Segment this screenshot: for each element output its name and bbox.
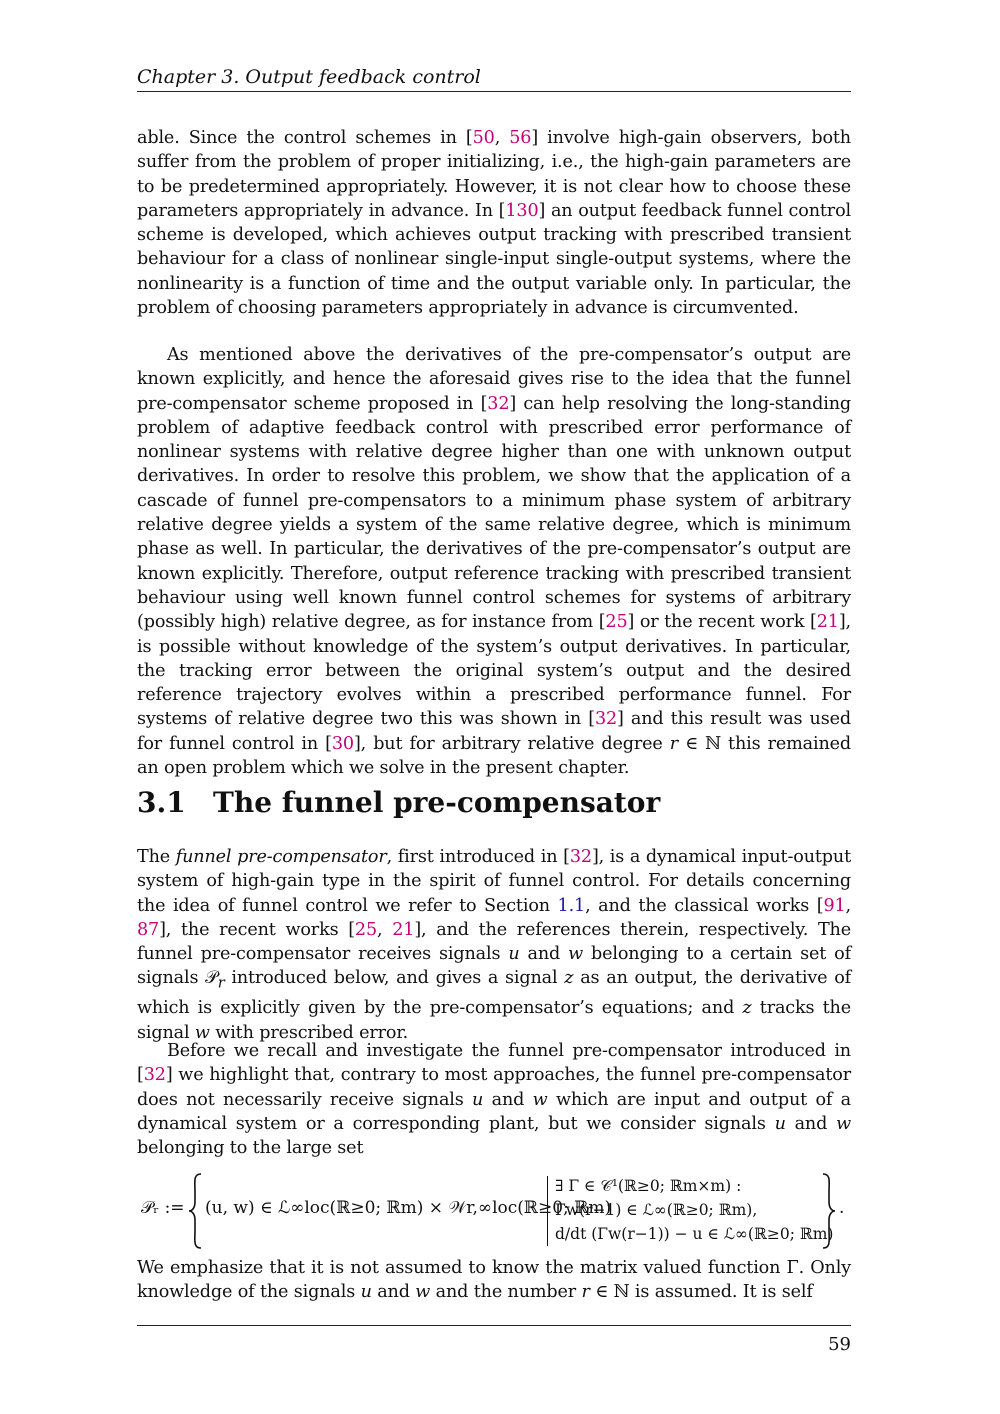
text: ∈ ℕ this remained an open problem which we solve in the present chapter. (137, 733, 852, 779)
text: ] or the recent work [ (627, 612, 817, 633)
math-var: w (836, 1113, 851, 1134)
citation-link[interactable]: 25 (605, 612, 628, 633)
math-var: r (669, 733, 678, 754)
citation-link[interactable]: 32 (487, 393, 510, 414)
text: ], is a dynamical input-output system of high-gain type in the spirit of funnel control. For details concerning the idea of funnel control we refer to Section (137, 847, 852, 916)
header-rule (137, 91, 851, 92)
text: as an output, the derivative of which is explicitly given by the pre-compensator’s equations; and (137, 968, 852, 1019)
text: ], is possible without knowledge of the system’s output derivatives. In particular, the tracking error between the original system’s output and the desired reference trajectory evolves within a prescribed performance funnel. For systems of relative degree two this was shown in [ (137, 612, 851, 730)
math-var: w (415, 1282, 431, 1303)
text: ] and this result was used for funnel control in [ (137, 709, 851, 754)
page (137, 0, 851, 1414)
citation-link[interactable]: 25 (354, 919, 378, 940)
text: with prescribed error. (209, 1022, 409, 1043)
citation-link[interactable]: 32 (569, 847, 592, 867)
math-var: u (508, 944, 520, 965)
formula-set-domain: (u, w) ∈ ℒ∞loc(ℝ≥0; ℝm) × 𝒲r,∞loc(ℝ≥0; ℝm) (205, 1198, 612, 1218)
citation-link[interactable]: 32 (143, 1065, 166, 1086)
left-brace-icon (187, 1172, 203, 1250)
citation-link[interactable]: 30 (331, 733, 354, 754)
text: and (371, 1282, 416, 1303)
math-var: u (472, 1089, 484, 1110)
text: introduced below, and gives a signal (224, 968, 565, 989)
footer-rule (137, 1325, 851, 1326)
text: ] can help resolving the long-standing problem of adaptive feedback control with prescribed error performance of nonlinear systems with relative degree higher than one with unknown output derivatives. In order to resolve this problem, we show that the application of a cascade of funnel pre-compensators to a minimum phase system of arbitrary relative degree yields a system of the same relative degree, which is minimum phase as well. In particular, the derivatives of the pre-compensator’s output are known explicitly. Therefore, output reference tracking with prescribed transient behaviour using well known funnel control schemes for systems of arbitrary (possibly high) relative degree, as for instance from [ (137, 393, 851, 633)
paragraph-4 (137, 1039, 851, 1160)
citation-link[interactable]: 50 (472, 128, 495, 148)
text: ] an output feedback funnel control scheme is developed, which achieves output tracking with prescribed transient behaviour for a class of nonlinear single-input single-output systems, where the nonlinearity is a function of time and the output variable only. In particular, the problem of choosing parameters appropriately in advance is circumvented. (137, 200, 851, 319)
section-link[interactable]: 1.1 (557, 895, 586, 916)
text: belonging to the large set (137, 1138, 364, 1159)
citation-link[interactable]: 21 (816, 612, 839, 633)
condition-3: d/dt (Γw(r−1)) − u ∈ ℒ∞(ℝ≥0; ℝm) (555, 1225, 834, 1243)
such-that-bar (547, 1176, 548, 1246)
text: Before we recall and investigate the funnel pre-compensator introduced in [ (137, 1041, 851, 1086)
text: ∈ ℕ is assumed. It is self (589, 1282, 813, 1303)
text: able. Since the control schemes in [ (137, 128, 473, 148)
text: tracks the signal (137, 998, 851, 1043)
emphasis: funnel pre-compensator (175, 847, 387, 867)
text: and (785, 1113, 837, 1134)
text: ], the recent works [ (159, 919, 355, 940)
text: and (483, 1089, 533, 1110)
text: belonging to a certain set of signals 𝒫 (137, 944, 851, 989)
right-brace-icon (821, 1172, 837, 1250)
citation-link[interactable]: 87 (137, 919, 160, 940)
paragraph-5 (137, 1256, 851, 1305)
citation-link[interactable]: 91 (823, 895, 846, 916)
math-var: w (532, 1089, 548, 1110)
math-var: z (564, 968, 574, 989)
formula-lhs: 𝒫ᵣ := (141, 1198, 185, 1218)
text: , and the classical works [ (585, 895, 824, 916)
text: The (137, 847, 176, 867)
math-var: r (217, 975, 225, 992)
math-var: u (360, 1282, 372, 1303)
math-var: u (774, 1113, 786, 1134)
section-number: 3.1 (137, 786, 186, 819)
math-var: w (568, 944, 584, 965)
text: , (377, 919, 393, 940)
citation-link[interactable]: 130 (505, 200, 539, 221)
formula-conditions (555, 1174, 833, 1246)
text: , first introduced in [ (386, 847, 570, 867)
text: ], but for arbitrary relative degree (353, 733, 670, 754)
text: As mentioned above the derivatives of the pre-compensator’s output are known explicitly, and hence the aforesaid gives rise to the idea that the funnel pre-compensator scheme proposed in [ (137, 345, 851, 414)
text: ], and the references therein, respectively. The funnel pre-compensator receives signals (137, 919, 851, 965)
citation-link[interactable]: 32 (594, 709, 618, 730)
formula-period: . (839, 1198, 845, 1218)
text: ] involve high-gain observers, both suffer from the problem of proper initializing, i.e., the high-gain parameters are to be predetermined appropriately. However, it is not clear how to choose these parameters appropriately in advance. In [ (137, 128, 851, 221)
text: ] we highlight that, contrary to most approaches, the funnel pre-compensator does not necessarily receive signals (137, 1065, 851, 1110)
math-var: z (742, 998, 752, 1019)
paragraph-1 (137, 126, 851, 320)
section-heading (137, 783, 660, 823)
citation-link[interactable]: 21 (392, 919, 415, 940)
text: , (845, 895, 851, 916)
set-definition-formula (137, 1172, 851, 1250)
condition-2: Γw(r−1) ∈ ℒ∞(ℝ≥0; ℝm), (555, 1201, 758, 1219)
condition-1: ∃ Γ ∈ 𝒞¹(ℝ≥0; ℝm×m) : (555, 1177, 742, 1195)
math-var: r (581, 1282, 590, 1303)
math-var: w (194, 1022, 210, 1043)
paragraph-3 (137, 845, 851, 1045)
section-title: The funnel pre-compensator (213, 786, 661, 819)
text: and (519, 944, 569, 965)
text: and the number (430, 1282, 582, 1303)
text: which are input and output of a dynamical system or a corresponding plant, but we consider signals (137, 1089, 851, 1134)
page-number: 59 (828, 1334, 851, 1355)
text: We emphasize that it is not assumed to know the matrix valued function Γ. Only knowledge of the signals (137, 1258, 851, 1303)
text: , (494, 128, 510, 148)
paragraph-2 (137, 343, 851, 780)
running-head: Chapter 3. Output feedback control (137, 66, 481, 88)
citation-link[interactable]: 56 (509, 128, 532, 148)
